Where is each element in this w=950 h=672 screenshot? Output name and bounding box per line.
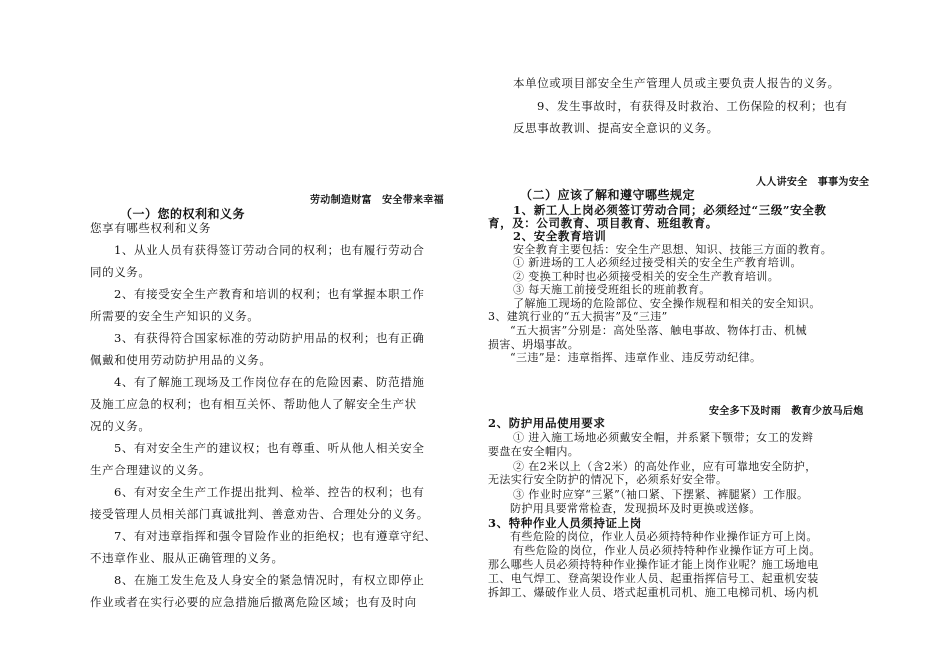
left-line-16: 8、在施工发生危及人身安全的紧急情况时，有权立即停止 — [114, 573, 425, 587]
left-line-11: 生产合理建议的义务。 — [90, 463, 211, 477]
left-intro: 您享有哪些权利和义务 — [90, 221, 211, 235]
right-mid-line-12: “三违”是：违章指挥、违章作业、违反劳动纪律。 — [510, 351, 762, 364]
left-line-14: 7、有对违章指挥和强令冒险作业的拒绝权；也有遵章守纪、 — [114, 529, 437, 543]
right-bottom-line-9: 有些危险的岗位，作业人员必须持特种作业操作证方可上岗。 — [510, 530, 818, 543]
right-mid-line-11: 损害、坍塌事故。 — [488, 338, 580, 351]
right-slogan-1: 人人讲安全 事事为安全 — [756, 177, 870, 188]
left-line-5: 3、有获得符合国家标准的劳动防护用品的权利；也有正确 — [114, 331, 425, 345]
right-mid-line-1: 1、新工人上岗必须签订劳动合同；必须经过“三级”安全教 — [513, 203, 827, 217]
right-bottom-line-13: 拆卸工、爆破作业人员、塔式起重机司机、施工电梯司机、场内机 — [488, 586, 819, 599]
left-line-12: 6、有对安全生产工作提出批判、检举、控告的权利；也有 — [114, 485, 425, 499]
left-line-8: 及施工应急的权利；也有相互关怀、帮助他人了解安全生产状 — [90, 397, 417, 411]
right-mid-line-5: ① 新进场的工人必须经过接受相关的安全生产教育培训。 — [513, 256, 802, 269]
right-mid-line-4: 安全教育主要包括：安全生产思想、知识、技能三方面的教育。 — [513, 243, 833, 256]
right-mid-line-9: 3、建筑行业的“五大损害”及“三违” — [488, 310, 668, 323]
right-bottom-line-2: ① 进入施工场地必须戴安全帽，并系紧下颚带；女工的发辫 — [513, 431, 814, 444]
right-mid-line-10: “五大损害”分别是：高处坠落、触电事故、物体打击、机械 — [510, 324, 808, 337]
left-line-2: 同的义务。 — [90, 265, 151, 279]
right-top-line-3: 反思事故教训、提高安全意识的义务。 — [513, 121, 719, 135]
right-mid-line-3: 2、安全教育培训 — [513, 229, 607, 243]
right-bottom-line-1: 2、防护用品使用要求 — [488, 416, 606, 430]
right-bottom-line-8: 3、特种作业人员须持证上岗 — [488, 516, 642, 530]
left-line-6: 佩戴和使用劳动防护用品的义务。 — [90, 353, 272, 367]
left-line-15: 不违章作业、服从正确管理的义务。 — [90, 551, 284, 565]
right-mid-line-8: 了解施工现场的危险部位、安全操作规程和相关的安全知识。 — [513, 297, 821, 310]
left-slogan: 劳动制造财富 安全带来幸福 — [310, 195, 444, 206]
left-line-13: 接受管理人员相关部门真诚批判、善意劝告、合理处分的义务。 — [90, 507, 429, 521]
left-section-heading: （一）您的权利和义务 — [120, 207, 246, 221]
left-line-3: 2、有接受安全生产教育和培训的权利；也有掌握本职工作 — [114, 287, 425, 301]
right-mid-line-6: ② 变换工种时也必须接受相关的安全生产教育培训。 — [513, 270, 780, 283]
right-bottom-line-10: 有些危险的岗位，作业人员必须持特种作业操作证方可上岗。 — [513, 544, 821, 557]
left-line-10: 5、有对安全生产的建议权；也有尊重、听从他人相关安全 — [114, 441, 425, 455]
left-line-7: 4、有了解施工现场及工作岗位存在的危险因素、防范措施 — [114, 375, 425, 389]
right-bottom-line-6: ③ 作业时应穿“三紧”（袖口紧、下摆紧、裤腿紧）工作服。 — [513, 488, 809, 501]
right-bottom-line-12: 工、电气焊工、登高架设作业人员、起重指挥信号工、起重机安装 — [488, 572, 819, 585]
left-line-1: 1、从业人员有获得签订劳动合同的权利；也有履行劳动合 — [114, 243, 425, 257]
right-bottom-line-11: 那么哪些人员必须持特种作业操作证才能上岗作业呢？施工场地电 — [488, 558, 819, 571]
right-mid-line-7: ③ 每天施工前接受班组长的班前教育。 — [513, 283, 711, 296]
right-bottom-line-4: ② 在2米以上（含2米）的高处作业，应有可靠地安全防护， — [513, 460, 817, 473]
right-top-line-2: 9、发生事故时，有获得及时救治、工伤保险的权利；也有 — [537, 99, 848, 113]
right-bottom-line-5: 无法实行安全防护的情况下，必须系好安全带。 — [488, 473, 728, 486]
right-section-heading: （二）应该了解和遵守哪些规定 — [520, 188, 696, 202]
right-mid-line-2: 育，及：公司教育、项目教育、班组教育。 — [488, 216, 718, 230]
right-top-line-1: 本单位或项目部安全生产管理人员或主要负责人报告的义务。 — [513, 76, 840, 90]
right-slogan-2: 安全多下及时雨 教育少放马后炮 — [709, 406, 864, 417]
right-bottom-line-7: 防护用具要常常检查，发现损坏及时更换或送修。 — [510, 502, 761, 515]
left-line-9: 况的义务。 — [90, 419, 151, 433]
right-bottom-line-3: 要盘在安全帽内。 — [488, 445, 580, 458]
left-line-17: 作业或者在实行必要的应急措施后撤离危险区域；也有及时向 — [90, 595, 417, 609]
left-line-4: 所需要的安全生产知识的义务。 — [90, 309, 260, 323]
